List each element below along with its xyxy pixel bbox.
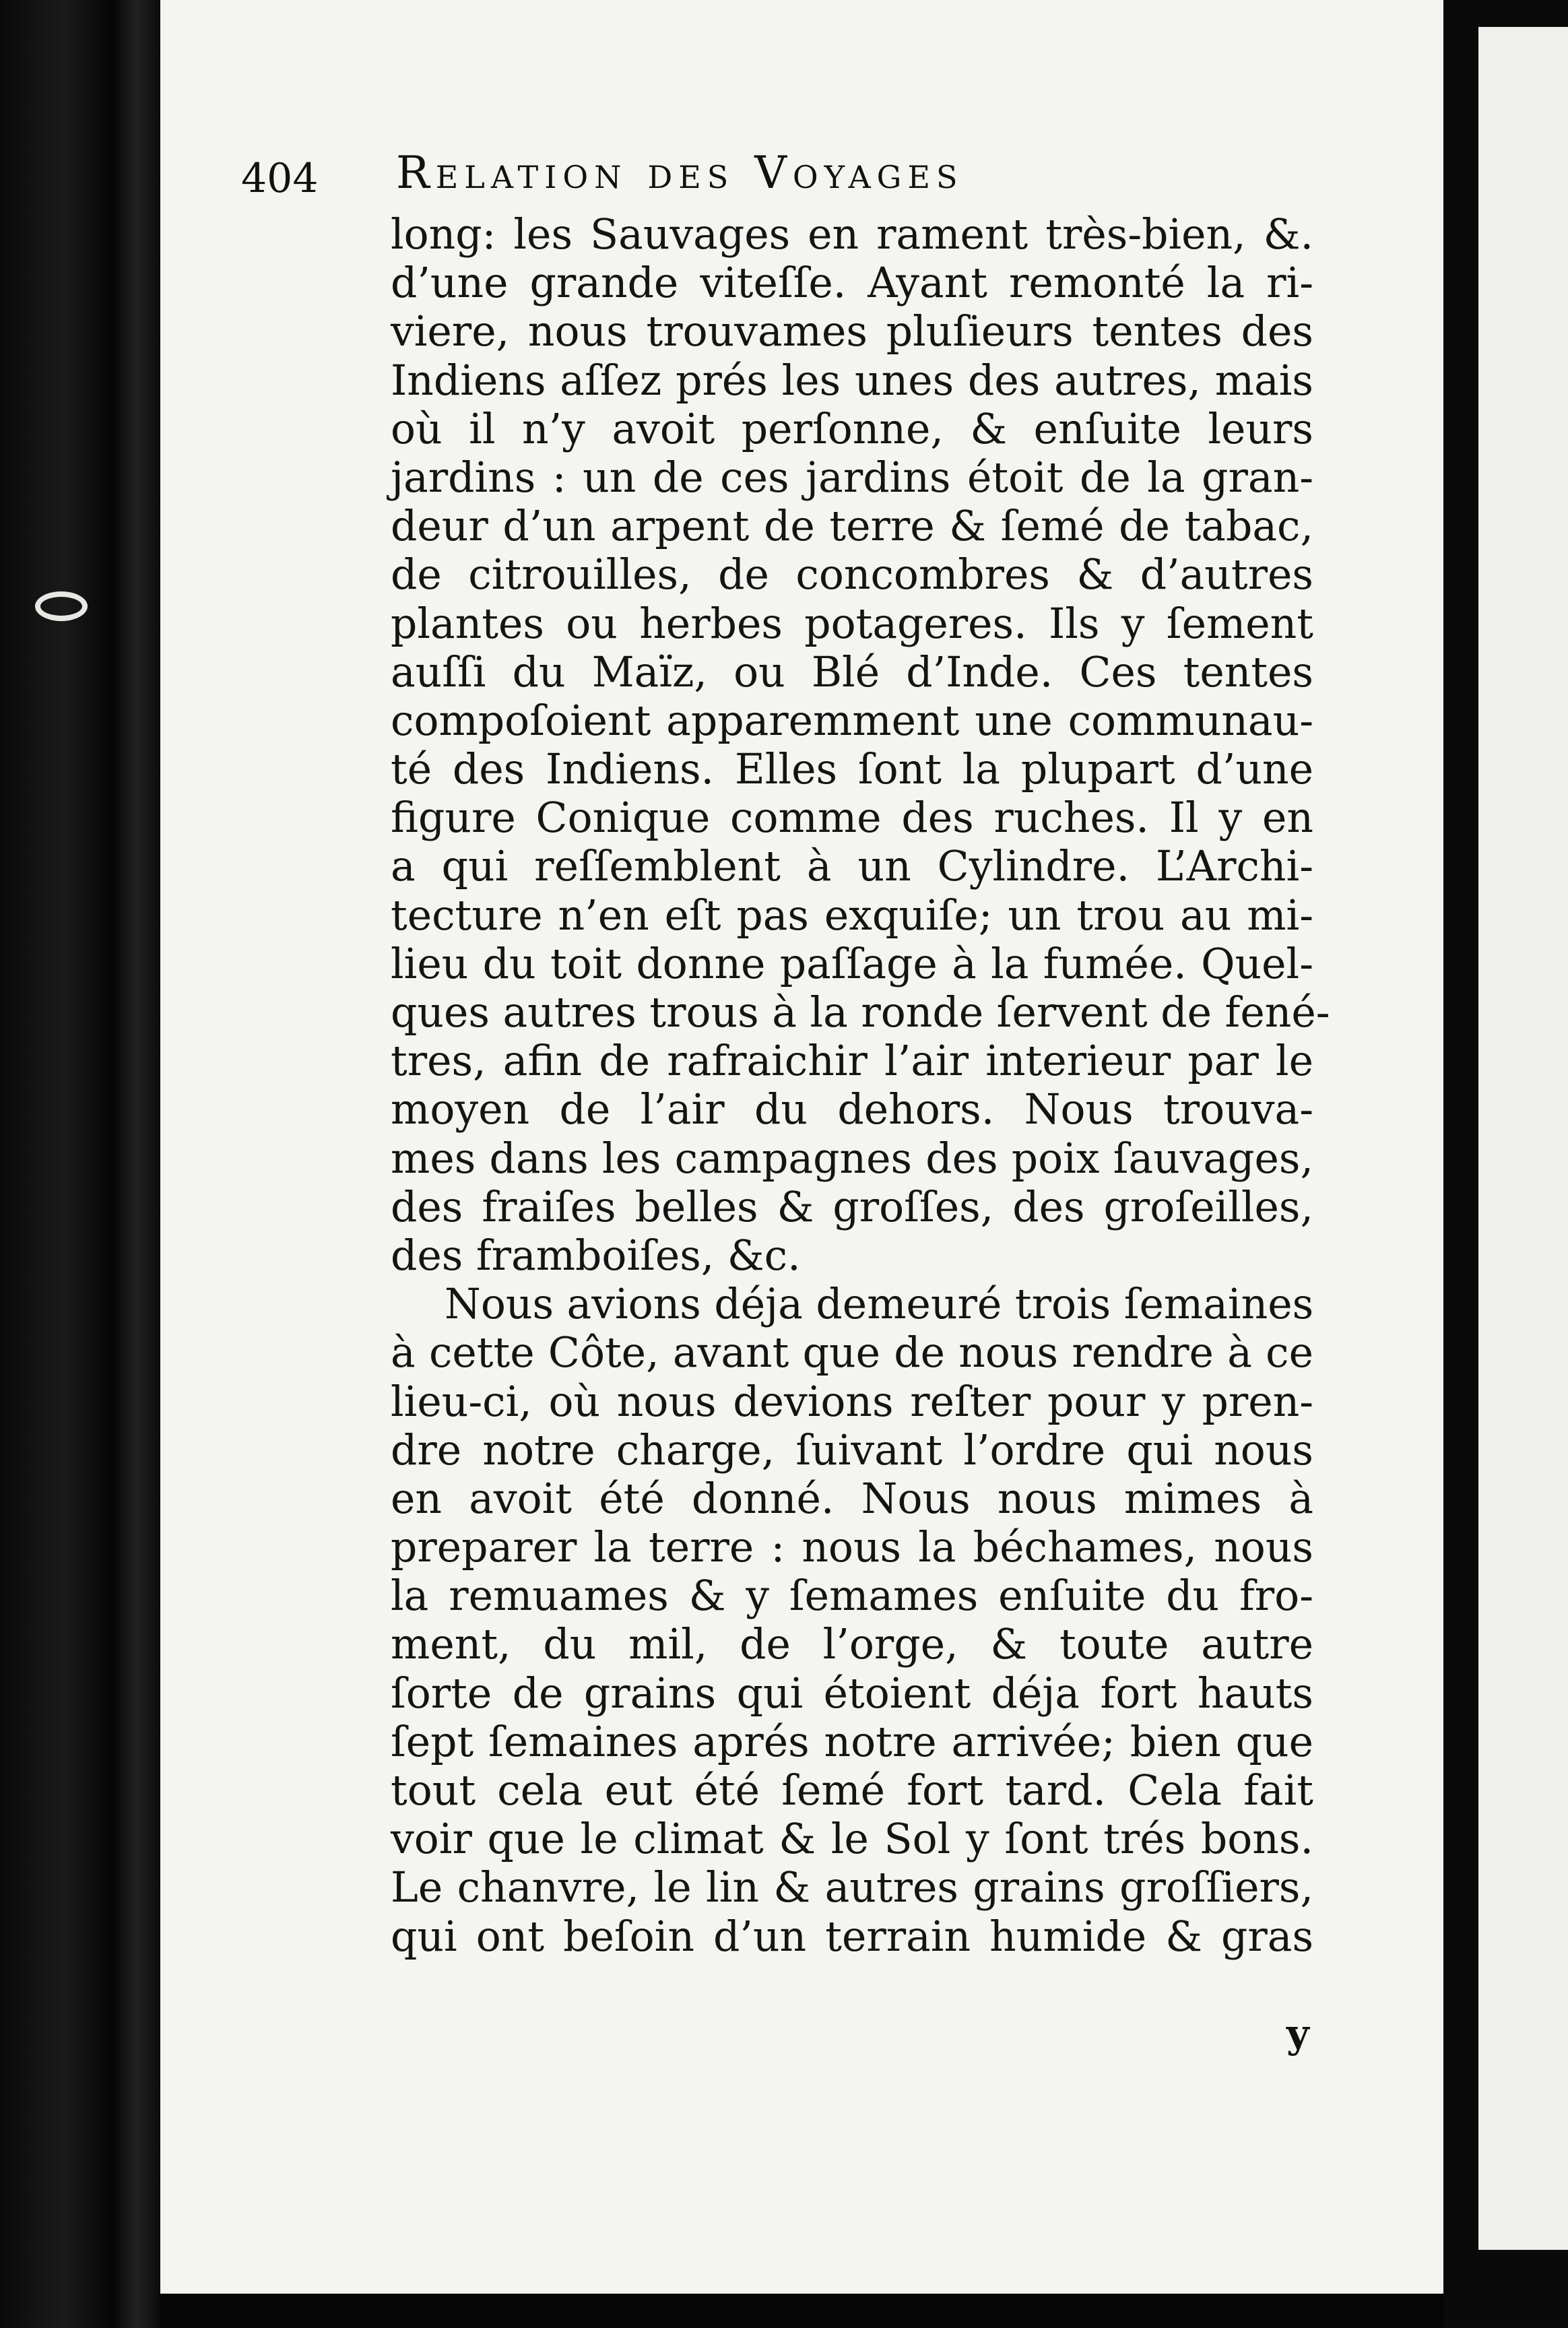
page-number: 404 <box>241 155 319 202</box>
running-head <box>241 147 1238 207</box>
text-line: viere, nous trouvames pluſieurs tentes des <box>391 307 1313 356</box>
running-title: Relation des Voyages <box>396 147 964 199</box>
text-line: Indiens aſſez prés les unes des autres, mais <box>391 356 1313 405</box>
text-line: dre notre charge, ſuivant l’ordre qui nous <box>391 1425 1313 1475</box>
binding-clasp <box>35 591 88 621</box>
text-line: ment, du mil, de l’orge, & toute autre <box>391 1620 1313 1669</box>
text-line: auſſi du Maïz, ou Blé d’Inde. Ces tentes <box>391 647 1313 697</box>
catchword: y <box>1286 2011 1309 2057</box>
text-line: ques autres trous à la ronde ſervent de fené- <box>391 988 1330 1037</box>
text-line: a qui reſſemblent à un Cylindre. L’Archi- <box>391 842 1313 891</box>
text-line: ſorte de grains qui étoient déja fort hauts <box>391 1669 1313 1718</box>
text-line: long: les Sauvages en rament très-bien, &. <box>391 210 1313 259</box>
text-line: ſept ſemaines aprés notre arrivée; bien que <box>391 1717 1313 1766</box>
text-line: de citrouilles, de concombres & d’autres <box>391 550 1313 600</box>
text-line: moyen de l’air du dehors. Nous trouva- <box>391 1085 1313 1134</box>
text-line: tout cela eut été ſemé fort tard. Cela fait <box>391 1766 1313 1815</box>
text-line: voir que le climat & le Sol y ſont trés bons. <box>391 1815 1313 1864</box>
paragraph-end-line: des framboiſes, &c. <box>391 1231 801 1280</box>
text-line: des fraiſes belles & groſſes, des groſeilles, <box>391 1182 1313 1231</box>
text-line: jardins : un de ces jardins étoit de la gran- <box>391 453 1313 502</box>
text-line: lieu du toit donne paſſage à la fumée. Quel- <box>391 939 1313 988</box>
text-line: où il n’y avoit perſonne, & enſuite leurs <box>391 404 1313 453</box>
text-line: figure Conique comme des ruches. Il y en <box>391 794 1313 843</box>
text-line: compoſoient apparemment une communau- <box>391 696 1313 745</box>
text-line: d’une grande viteſſe. Ayant remonté la ri- <box>391 259 1313 308</box>
body-text <box>391 210 1330 1961</box>
text-line: tecture n’en eſt pas exquiſe; un trou au mi- <box>391 891 1313 940</box>
text-line: la remuames & y ſemames enſuite du fro- <box>391 1572 1313 1621</box>
text-line: mes dans les campagnes des poix ſauvages, <box>391 1134 1313 1183</box>
text-line: plantes ou herbes potageres. Ils y ſement <box>391 599 1313 648</box>
text-line: à cette Côte, avant que de nous rendre à ce <box>391 1328 1313 1378</box>
book-binding-left <box>0 0 160 2328</box>
text-line: lieu-ci, où nous devions reſter pour y pren- <box>391 1377 1313 1426</box>
text-line: tres, afin de rafraichir l’air interieur par le <box>391 1037 1313 1086</box>
text-line: preparer la terre : nous la béchames, nous <box>391 1523 1313 1572</box>
facing-page-edge <box>1478 27 1568 2250</box>
text-line: Le chanvre, le lin & autres grains groſſiers, <box>391 1863 1313 1912</box>
text-line: en avoit été donné. Nous nous mimes à <box>391 1474 1313 1523</box>
paragraph-start-line: Nous avions déja demeuré trois ſemaines <box>445 1280 1314 1329</box>
text-line: deur d’un arpent de terre & ſemé de tabac, <box>391 502 1313 551</box>
text-line: qui ont beſoin d’un terrain humide & gras <box>391 1912 1313 1961</box>
text-line: té des Indiens. Elles ſont la plupart d’une <box>391 745 1313 794</box>
